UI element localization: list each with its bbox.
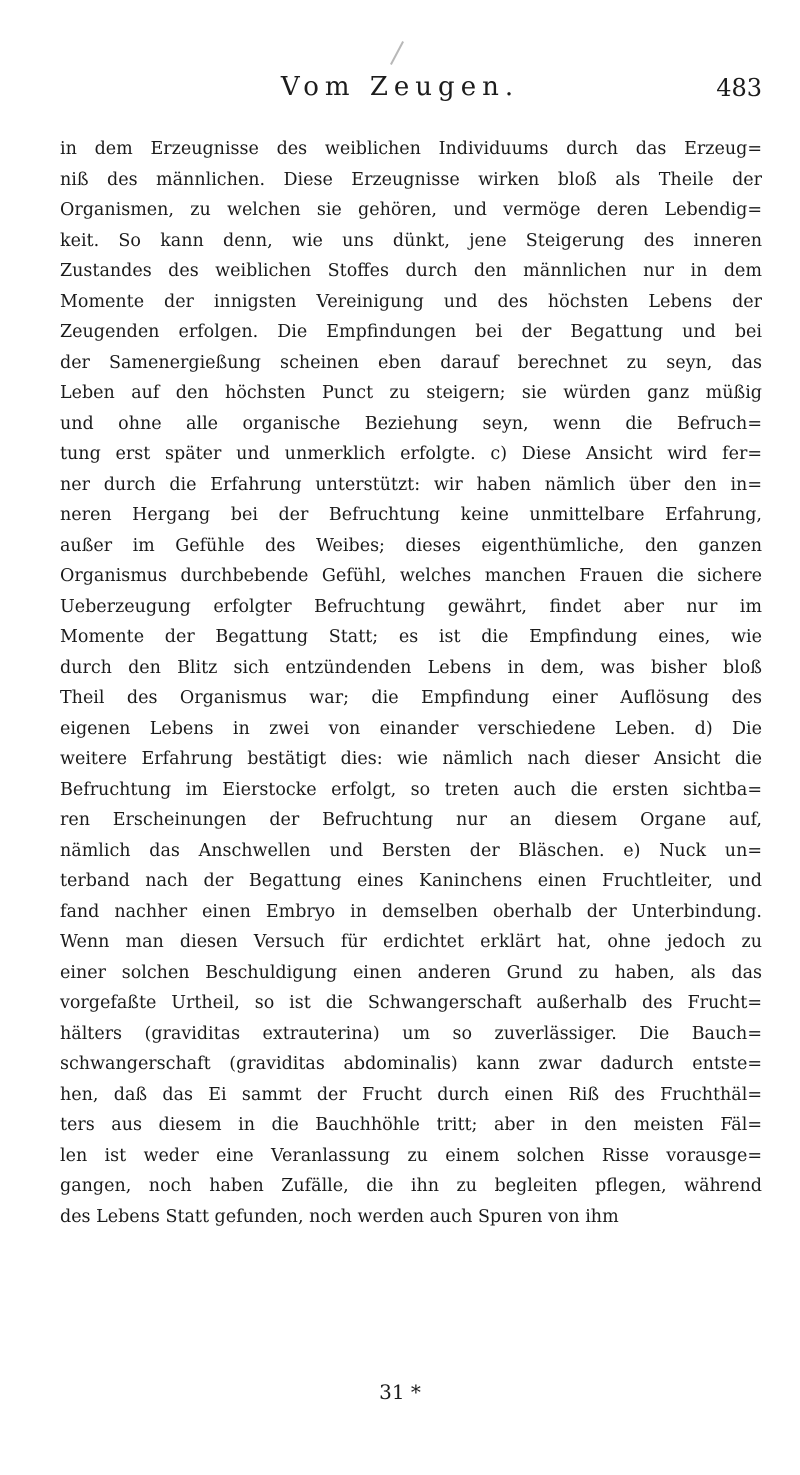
text-line: Organismen, zu welchen sie gehören, und vermöge deren Lebendig= (60, 200, 762, 220)
text-line: durch den Blitz sich entzündenden Lebens in dem, was bisher bloß (60, 657, 762, 678)
text-line: tung erst später und unmerklich erfolgte. c) Diese Ansicht wird fer= (60, 444, 762, 464)
text-line: Organismus durchbebende Gefühl, welches manchen Frauen die sichere (60, 566, 762, 586)
page-number: 483 (716, 74, 762, 102)
text-line: keit. So kann denn, wie uns dünkt, jene Steigerung des inneren (60, 230, 762, 251)
running-head: Vom Zeugen. (280, 72, 520, 102)
text-line: einer solchen Beschuldigung einen anderen Grund zu haben, als das (60, 962, 762, 983)
text-line: vorgefaßte Urtheil, so ist die Schwangerschaft außerhalb des Frucht= (60, 993, 762, 1013)
text-line: in dem Erzeugnisse des weiblichen Individuums durch das Erzeug= (60, 139, 762, 159)
text-line: fand nachher einen Embryo in demselben oberhalb der Unterbindung. (60, 901, 762, 922)
text-line: Befruchtung im Eierstocke erfolgt, so treten auch die ersten sichtba= (60, 779, 762, 800)
text-line: terband nach der Begattung eines Kaninchens einen Fruchtleiter, und (60, 871, 762, 891)
text-line: Ueberzeugung erfolgter Befruchtung gewährt, findet aber nur im (60, 596, 762, 617)
text-line: Leben auf den höchsten Punct zu steigern; sie würden ganz müßig (60, 383, 762, 403)
text-line: Wenn man diesen Versuch für erdichtet erklärt hat, ohne jedoch zu (60, 932, 762, 952)
text-line: neren Hergang bei der Befruchtung keine unmittelbare Erfahrung, (60, 505, 762, 525)
text-line: ren Erscheinungen der Befruchtung nur an diesem Organe auf, (60, 810, 762, 830)
text-line: der Samenergießung scheinen eben darauf berechnet zu seyn, das (60, 352, 762, 373)
page-header (0, 72, 800, 112)
text-line: nämlich das Anschwellen und Bersten der Bläschen. e) Nuck un= (60, 840, 762, 861)
text-line: eigenen Lebens in zwei von einander verschiedene Leben. d) Die (60, 718, 762, 739)
text-line: hen, daß das Ei sammt der Frucht durch einen Riß des Fruchthäl= (60, 1084, 762, 1105)
text-line: des Lebens Statt gefunden, noch werden auch Spuren von ihm (60, 1206, 619, 1227)
body-text (60, 134, 762, 1232)
text-line: len ist weder eine Veranlassung zu einem solchen Risse vorausge= (60, 1145, 762, 1166)
text-line: außer im Gefühle des Weibes; dieses eigenthümliche, den ganzen (60, 535, 762, 556)
signature-mark: 31 * (379, 1380, 421, 1404)
text-line: gangen, noch haben Zufälle, die ihn zu begleiten pflegen, während (60, 1176, 762, 1196)
text-line: ner durch die Erfahrung unterstützt: wir haben nämlich über den in= (60, 474, 762, 495)
text-line: niß des männlichen. Diese Erzeugnisse wirken bloß als Theile der (60, 169, 762, 190)
text-line: hälters (graviditas extrauterina) um so zuverlässiger. Die Bauch= (60, 1023, 762, 1044)
text-line: schwangerschaft (graviditas abdominalis) kann zwar dadurch entste= (60, 1054, 762, 1074)
text-line: Zeugenden erfolgen. Die Empfindungen bei der Begattung und bei (60, 322, 762, 342)
pencil-mark (390, 41, 404, 65)
text-line: Momente der Begattung Statt; es ist die Empfindung eines, wie (60, 627, 762, 647)
text-line: Momente der innigsten Vereinigung und des höchsten Lebens der (60, 291, 762, 312)
text-line: und ohne alle organische Beziehung seyn, wenn die Befruch= (60, 413, 762, 434)
text-line: Zustandes des weiblichen Stoffes durch den männlichen nur in dem (60, 261, 762, 281)
text-line: Theil des Organismus war; die Empfindung einer Auflösung des (60, 688, 762, 708)
text-line: weitere Erfahrung bestätigt dies: wie nämlich nach dieser Ansicht die (60, 749, 762, 769)
text-line: ters aus diesem in die Bauchhöhle tritt; aber in den meisten Fäl= (60, 1115, 762, 1135)
